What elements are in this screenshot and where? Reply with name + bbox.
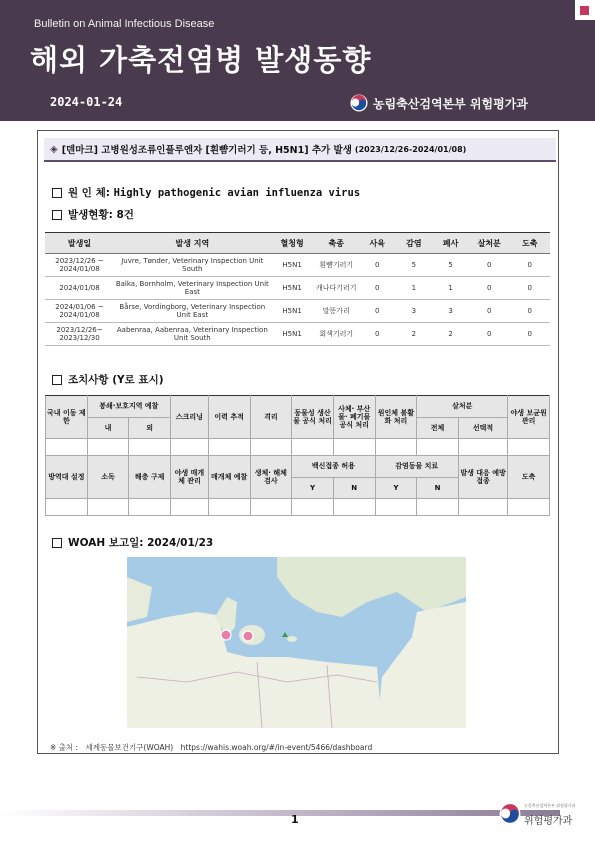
measure-cell [417, 439, 459, 456]
cell-culled: 0 [469, 300, 510, 323]
cell-date: 2023/12/26~ 2023/12/30 [45, 323, 114, 346]
h-zone-in: 내 [87, 417, 129, 439]
checkbox-icon [52, 210, 62, 220]
cell-slaughtered: 0 [509, 300, 550, 323]
source-org: 세계동물보건기구(WOAH) [85, 743, 174, 752]
cell-dead: 1 [432, 277, 469, 300]
col-dead: 폐사 [432, 233, 469, 254]
cell-infected: 3 [396, 300, 433, 323]
measure-cell [292, 439, 334, 456]
measures-value-row-2 [46, 499, 550, 516]
cell-dead: 5 [432, 254, 469, 277]
cell-serotype: H5N1 [271, 254, 314, 277]
table-row [45, 254, 550, 277]
measure-cell [87, 439, 129, 456]
source-url[interactable]: https://wahis.woah.org/#/in-event/5466/dashboard [180, 743, 373, 752]
footer-org-name: 위험평가과 [524, 816, 573, 827]
measure-cell [508, 499, 550, 516]
h-prevent-vacc: 발생 대응 예방 접종 [458, 456, 507, 499]
measure-cell [171, 439, 209, 456]
h-slaughter: 도축 [508, 456, 550, 499]
outbreak-table [45, 232, 550, 346]
status-value: 8건 [116, 209, 134, 221]
cell-raised: 0 [359, 254, 396, 277]
source-note [50, 742, 377, 753]
cell-dead: 3 [432, 300, 469, 323]
measure-cell [250, 499, 292, 516]
org-name: 농림축산검역본부 위험평가과 [373, 96, 528, 111]
measure-cell [250, 439, 292, 456]
measures-header-row-1 [46, 396, 550, 418]
table-row [45, 277, 550, 300]
col-region: 발생 지역 [114, 233, 271, 254]
measures-line [52, 372, 164, 387]
h-live-test: 생체· 해체 검사 [250, 456, 292, 499]
h-wild-vector: 야생 매개체 관리 [171, 456, 209, 499]
measure-cell [87, 499, 129, 516]
cell-species: 회색기러기 [314, 323, 359, 346]
h-stamping-sel: 선택적 [458, 417, 507, 439]
cell-date: 2024/01/06 ~ 2024/01/08 [45, 300, 114, 323]
cell-serotype: H5N1 [271, 277, 314, 300]
cell-slaughtered: 0 [509, 323, 550, 346]
footer-logo [497, 800, 576, 830]
col-raised: 사육 [359, 233, 396, 254]
cell-culled: 0 [469, 323, 510, 346]
h-zoning: 방역대 설정 [46, 456, 88, 499]
cell-serotype: H5N1 [271, 300, 314, 323]
col-date: 발생일 [45, 233, 114, 254]
cell-species: 말똥가리 [314, 300, 359, 323]
col-infected: 감염 [396, 233, 433, 254]
report-date: 2024-01-24 [50, 95, 123, 109]
cell-infected: 5 [396, 254, 433, 277]
h-vector-surv: 매개체 예찰 [208, 456, 250, 499]
org-logo [350, 93, 528, 113]
measure-cell [129, 499, 171, 516]
checkbox-icon [52, 188, 62, 198]
taegeuk-emblem-icon [499, 803, 521, 825]
cell-date: 2024/01/08 [45, 277, 114, 300]
woah-line [52, 535, 213, 550]
cell-species: 흰뺨기러기 [314, 254, 359, 277]
measure-cell [375, 499, 417, 516]
measure-cell [46, 439, 88, 456]
page-title: 해외 가축전염병 발생동향 [30, 43, 372, 77]
agent-value: Highly pathogenic avian influenza virus [113, 186, 361, 199]
h-tracing: 이력 추적 [208, 396, 250, 439]
measure-cell [458, 499, 507, 516]
map-svg [127, 557, 466, 728]
measures-label: 조치사항 (Y로 표시) [68, 374, 164, 386]
taegeuk-emblem-icon [350, 94, 368, 112]
h-disinfection: 소독 [87, 456, 129, 499]
h-zone-out: 외 [129, 417, 171, 439]
checkbox-icon [52, 538, 62, 548]
bulletin-subtitle: Bulletin on Animal Infectious Disease [34, 18, 215, 30]
outbreak-header-row [45, 233, 550, 254]
cell-slaughtered: 0 [509, 254, 550, 277]
h-carcass: 사체· 부산물· 폐기물 공식 처리 [333, 396, 375, 439]
h-vaccine-yes: Y [292, 477, 334, 499]
measure-cell [208, 439, 250, 456]
cell-raised: 0 [359, 277, 396, 300]
h-zone: 봉쇄·보호지역 예찰 [87, 396, 170, 418]
footer-bar [0, 810, 560, 816]
col-slaughtered: 도축 [509, 233, 550, 254]
col-species: 축종 [314, 233, 359, 254]
measure-cell [171, 499, 209, 516]
outbreak-marker[interactable] [221, 630, 231, 640]
measures-table [45, 395, 550, 516]
topic-range: (2023/12/26-2024/01/08) [354, 144, 467, 154]
h-stamping: 살처분 [417, 396, 508, 418]
h-stamping-all: 전체 [417, 417, 459, 439]
land-bornholm [287, 636, 297, 642]
cell-region: Aabenraa, Aabenraa, Veterinary Inspection Unit South [114, 323, 271, 346]
col-culled: 살처분 [469, 233, 510, 254]
table-row [45, 323, 550, 346]
h-inactivation: 원인체 불활화 처리 [375, 396, 417, 439]
source-prefix: ※ 출처 : [50, 743, 79, 752]
table-row [45, 300, 550, 323]
outbreak-marker[interactable] [243, 631, 253, 641]
cell-raised: 0 [359, 323, 396, 346]
measure-cell [458, 439, 507, 456]
measure-cell [46, 499, 88, 516]
page-number: 1 [291, 813, 299, 826]
cell-raised: 0 [359, 300, 396, 323]
agent-label: 원 인 체: [68, 187, 110, 199]
cell-species: 캐나다기러기 [314, 277, 359, 300]
measures-value-row-1 [46, 439, 550, 456]
header-banner [0, 0, 595, 121]
topic-heading [44, 138, 556, 162]
measure-cell [375, 439, 417, 456]
cell-region: Balka, Bornholm, Veterinary Inspection Unit East [114, 277, 271, 300]
measure-cell [508, 439, 550, 456]
cell-serotype: H5N1 [271, 323, 314, 346]
cell-culled: 0 [469, 254, 510, 277]
h-domestic: 국내 이동 제한 [46, 396, 88, 439]
footer-org-small: 농림축산검역본부 위험평가과 [524, 803, 576, 808]
measure-cell [333, 499, 375, 516]
measure-cell [129, 439, 171, 456]
h-treatment-yes: Y [375, 477, 417, 499]
corner-mark [580, 6, 589, 15]
cell-slaughtered: 0 [509, 277, 550, 300]
h-vaccine-no: N [333, 477, 375, 499]
topic-label: [덴마크] 고병원성조류인플루엔자 [흰뺨기러기 등, H5N1] 추가 발생 [61, 145, 352, 156]
h-screening: 스크리닝 [171, 396, 209, 439]
cell-culled: 0 [469, 277, 510, 300]
cell-region: Bårse, Vordingborg, Veterinary Inspection Unit East [114, 300, 271, 323]
agent-line [52, 185, 360, 200]
cell-date: 2023/12/26 ~ 2024/01/08 [45, 254, 114, 277]
h-treatment-no: N [417, 477, 459, 499]
cell-infected: 2 [396, 323, 433, 346]
measure-cell [208, 499, 250, 516]
status-line [52, 207, 134, 222]
h-vaccine: 백신접종 허용 [292, 456, 375, 478]
measure-cell [417, 499, 459, 516]
col-serotype: 혈청형 [271, 233, 314, 254]
h-treatment: 감염동물 치료 [375, 456, 458, 478]
measures-header-row-3 [46, 456, 550, 478]
cell-dead: 2 [432, 323, 469, 346]
diamond-icon: ◈ [50, 143, 58, 155]
h-pest: 해충 구제 [129, 456, 171, 499]
measure-cell [292, 499, 334, 516]
measure-cell [333, 439, 375, 456]
h-products: 동물성 생산물 공식 처리 [292, 396, 334, 439]
status-label: 발생현황: [68, 209, 113, 221]
h-wildlife-reservoir: 야생 보균원 관리 [508, 396, 550, 439]
cell-infected: 1 [396, 277, 433, 300]
h-isolation: 격리 [250, 396, 292, 439]
corner-tab [575, 0, 595, 20]
checkbox-icon [52, 375, 62, 385]
cell-region: Juvre, Tønder, Veterinary Inspection Unit South [114, 254, 271, 277]
outbreak-map[interactable] [127, 557, 466, 728]
woah-value: 2024/01/23 [147, 536, 214, 549]
woah-label: WOAH 보고일: [68, 537, 144, 549]
